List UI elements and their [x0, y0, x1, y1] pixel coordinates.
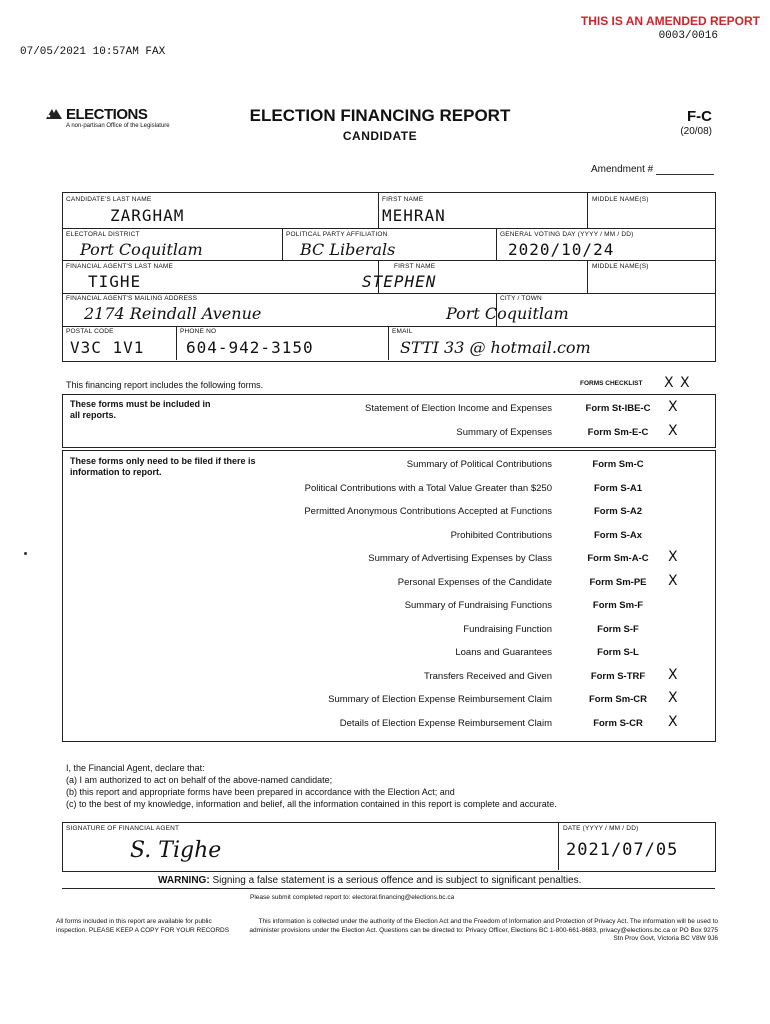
- mailing-address-label: FINANCIAL AGENT'S MAILING ADDRESS: [66, 295, 198, 302]
- form-name: Loans and Guarantees: [455, 647, 552, 658]
- logo-name: ELECTIONS: [66, 106, 148, 123]
- phone-label: PHONE NO: [180, 328, 217, 335]
- form-name: Statement of Election Income and Expenses: [365, 403, 552, 414]
- form-name: Summary of Political Contributions: [406, 459, 552, 470]
- agent-middle-name-label: MIDDLE NAME(S): [592, 263, 649, 270]
- declaration-c: (c) to the best of my knowledge, information and belief, all the information contained in this report is complete and accurate.: [66, 799, 557, 809]
- signature-label: SIGNATURE OF FINANCIAL AGENT: [66, 825, 180, 832]
- form-code-label: Form Sm-F: [592, 600, 644, 611]
- form-code-label: Form S-L: [597, 647, 639, 658]
- form-checkbox[interactable]: X: [668, 572, 678, 589]
- amendment-input-line[interactable]: [656, 164, 714, 175]
- form-code-label: Form Sm-C: [592, 459, 644, 470]
- phone-number[interactable]: 604-942-3150: [186, 338, 314, 357]
- form-code-label: Form Sm-CR: [588, 694, 648, 705]
- email-label: EMAIL: [392, 328, 413, 335]
- form-name: Political Contributions with a Total Value Greater than $250: [304, 482, 552, 494]
- signature-date[interactable]: 2021/07/05: [566, 840, 679, 860]
- form-code-label: Form Sm-PE: [589, 576, 647, 588]
- form-name: Prohibited Contributions: [450, 529, 552, 541]
- elections-logo: [44, 106, 170, 129]
- form-code-label: Form S-F: [597, 623, 639, 635]
- form-name: Details of Election Expense Reimbursement Claim: [339, 717, 552, 729]
- candidate-middle-name-label: MIDDLE NAME(S): [592, 196, 649, 203]
- warning-line: [158, 875, 581, 886]
- submit-note: Please submit completed report to: electoral.financing@elections.bc.ca: [250, 894, 455, 901]
- form-name: Fundraising Function: [463, 623, 552, 635]
- form-code-label: Form S-A1: [593, 482, 643, 494]
- form-code: F-C: [687, 108, 712, 125]
- city-town[interactable]: Port Coquitlam: [446, 304, 569, 323]
- declaration-b: (b) this report and appropriate forms have been prepared in accordance with the Election Act; and: [66, 787, 455, 797]
- logo-tagline: A non-partisan Office of the Legislature: [66, 123, 170, 129]
- mailing-address[interactable]: 2174 Reindall Avenue: [84, 304, 262, 323]
- form-checkbox[interactable]: X: [668, 423, 678, 439]
- agent-first-name[interactable]: STEPHEN: [362, 272, 437, 291]
- candidate-first-name[interactable]: MEHRAN: [382, 206, 446, 225]
- footer-left: All forms included in this report are available for public inspection. PLEASE KEEP A COPY FOR YOUR RECORDS: [56, 918, 230, 934]
- district-label: ELECTORAL DISTRICT: [66, 231, 140, 238]
- signature-date-label: DATE (YYYY / MM / DD): [563, 825, 639, 832]
- form-code-label: Form Sm-A-C: [587, 553, 649, 564]
- agent-last-name-label: FINANCIAL AGENT'S LAST NAME: [66, 263, 174, 270]
- form-name: Summary of Advertising Expenses by Class: [368, 553, 552, 564]
- form-name: Summary of Election Expense Reimbursement Claim: [328, 694, 552, 705]
- agent-signature[interactable]: S. Tighe: [130, 838, 222, 863]
- warning-label: WARNING:: [158, 875, 210, 886]
- candidate-last-name[interactable]: ZARGHAM: [110, 206, 185, 225]
- agent-last-name[interactable]: TIGHE: [88, 272, 142, 291]
- agent-first-name-label: FIRST NAME: [394, 263, 436, 270]
- form-checkbox[interactable]: X: [668, 666, 678, 683]
- postal-code-label: POSTAL CODE: [66, 328, 114, 335]
- declaration: [66, 762, 557, 810]
- report-subtitle: CANDIDATE: [342, 129, 418, 143]
- voting-day-label: GENERAL VOTING DAY (YYYY / MM / DD): [500, 231, 634, 238]
- form-code-label: Form St-IBE-C: [585, 403, 651, 414]
- party-affiliation[interactable]: BC Liberals: [300, 240, 396, 259]
- footer-right: This information is collected under the authority of the Election Act and the Freedom of Information and Protection of Privacy Act. The information will be used to administer provisions under the Election Act. Questions can be directed to: Privacy Officer, Elections BC 1-800-661-8683, privacy@elections.bc.ca or PO Box 9275 Stn Prov Govt, Victoria BC V8W 9J6: [249, 918, 718, 942]
- fax-header: 07/05/2021 10:57AM FAX: [20, 46, 166, 58]
- form-code-label: Form S-Ax: [593, 529, 643, 541]
- form-name: Summary of Fundraising Functions: [404, 600, 552, 611]
- fax-page-number: 0003/0016: [658, 30, 718, 42]
- declaration-intro: I, the Financial Agent, declare that:: [66, 763, 205, 773]
- form-code-label: Form S-TRF: [590, 670, 646, 682]
- electoral-district[interactable]: Port Coquitlam: [80, 240, 203, 259]
- candidate-first-name-label: FIRST NAME: [382, 196, 424, 203]
- forms-checklist-mark: X: [664, 375, 674, 391]
- form-code-label: Form S-CR: [593, 717, 643, 729]
- forms-checklist-label: FORMS CHECKLIST: [580, 380, 643, 387]
- required-forms-label: These forms must be included in all reports.: [70, 399, 211, 420]
- form-checkbox[interactable]: X: [668, 399, 678, 415]
- form-name: Transfers Received and Given: [424, 670, 552, 682]
- amendment-field[interactable]: [520, 164, 714, 175]
- party-label: POLITICAL PARTY AFFILIATION: [286, 231, 388, 238]
- form-checkbox[interactable]: X: [668, 690, 678, 706]
- form-checkbox[interactable]: X: [668, 713, 678, 730]
- forms-intro: This financing report includes the following forms.: [66, 380, 264, 390]
- warning-text: Signing a false statement is a serious offence and is subject to significant penalties.: [212, 875, 582, 886]
- email-address[interactable]: STTI 33 @ hotmail.com: [400, 338, 591, 357]
- city-label: CITY / TOWN: [500, 295, 542, 302]
- amended-report-notice: THIS IS AN AMENDED REPORT: [580, 14, 760, 28]
- form-name: Personal Expenses of the Candidate: [397, 576, 552, 588]
- form-code-label: Form Sm-E-C: [587, 427, 649, 438]
- form-checkbox[interactable]: X: [668, 549, 678, 565]
- elections-logo-icon: [44, 107, 64, 121]
- form-name: Permitted Anonymous Contributions Accepted at Functions: [304, 506, 552, 517]
- postal-code[interactable]: V3C 1V1: [70, 338, 145, 357]
- forms-checklist-mark-2: X: [680, 375, 690, 391]
- optional-forms-label: These forms only need to be filed if there is information to report.: [70, 456, 256, 477]
- declaration-a: (a) I am authorized to act on behalf of the above-named candidate;: [66, 775, 333, 785]
- candidate-last-name-label: CANDIDATE'S LAST NAME: [66, 196, 152, 203]
- form-code-label: Form S-A2: [593, 506, 643, 517]
- general-voting-day[interactable]: 2020/10/24: [508, 240, 615, 259]
- amendment-label: Amendment #: [590, 164, 654, 175]
- form-year: (20/08): [680, 126, 712, 137]
- report-title: ELECTION FINANCING REPORT: [249, 106, 511, 125]
- stray-mark: [24, 552, 27, 555]
- form-name: Summary of Expenses: [456, 427, 552, 438]
